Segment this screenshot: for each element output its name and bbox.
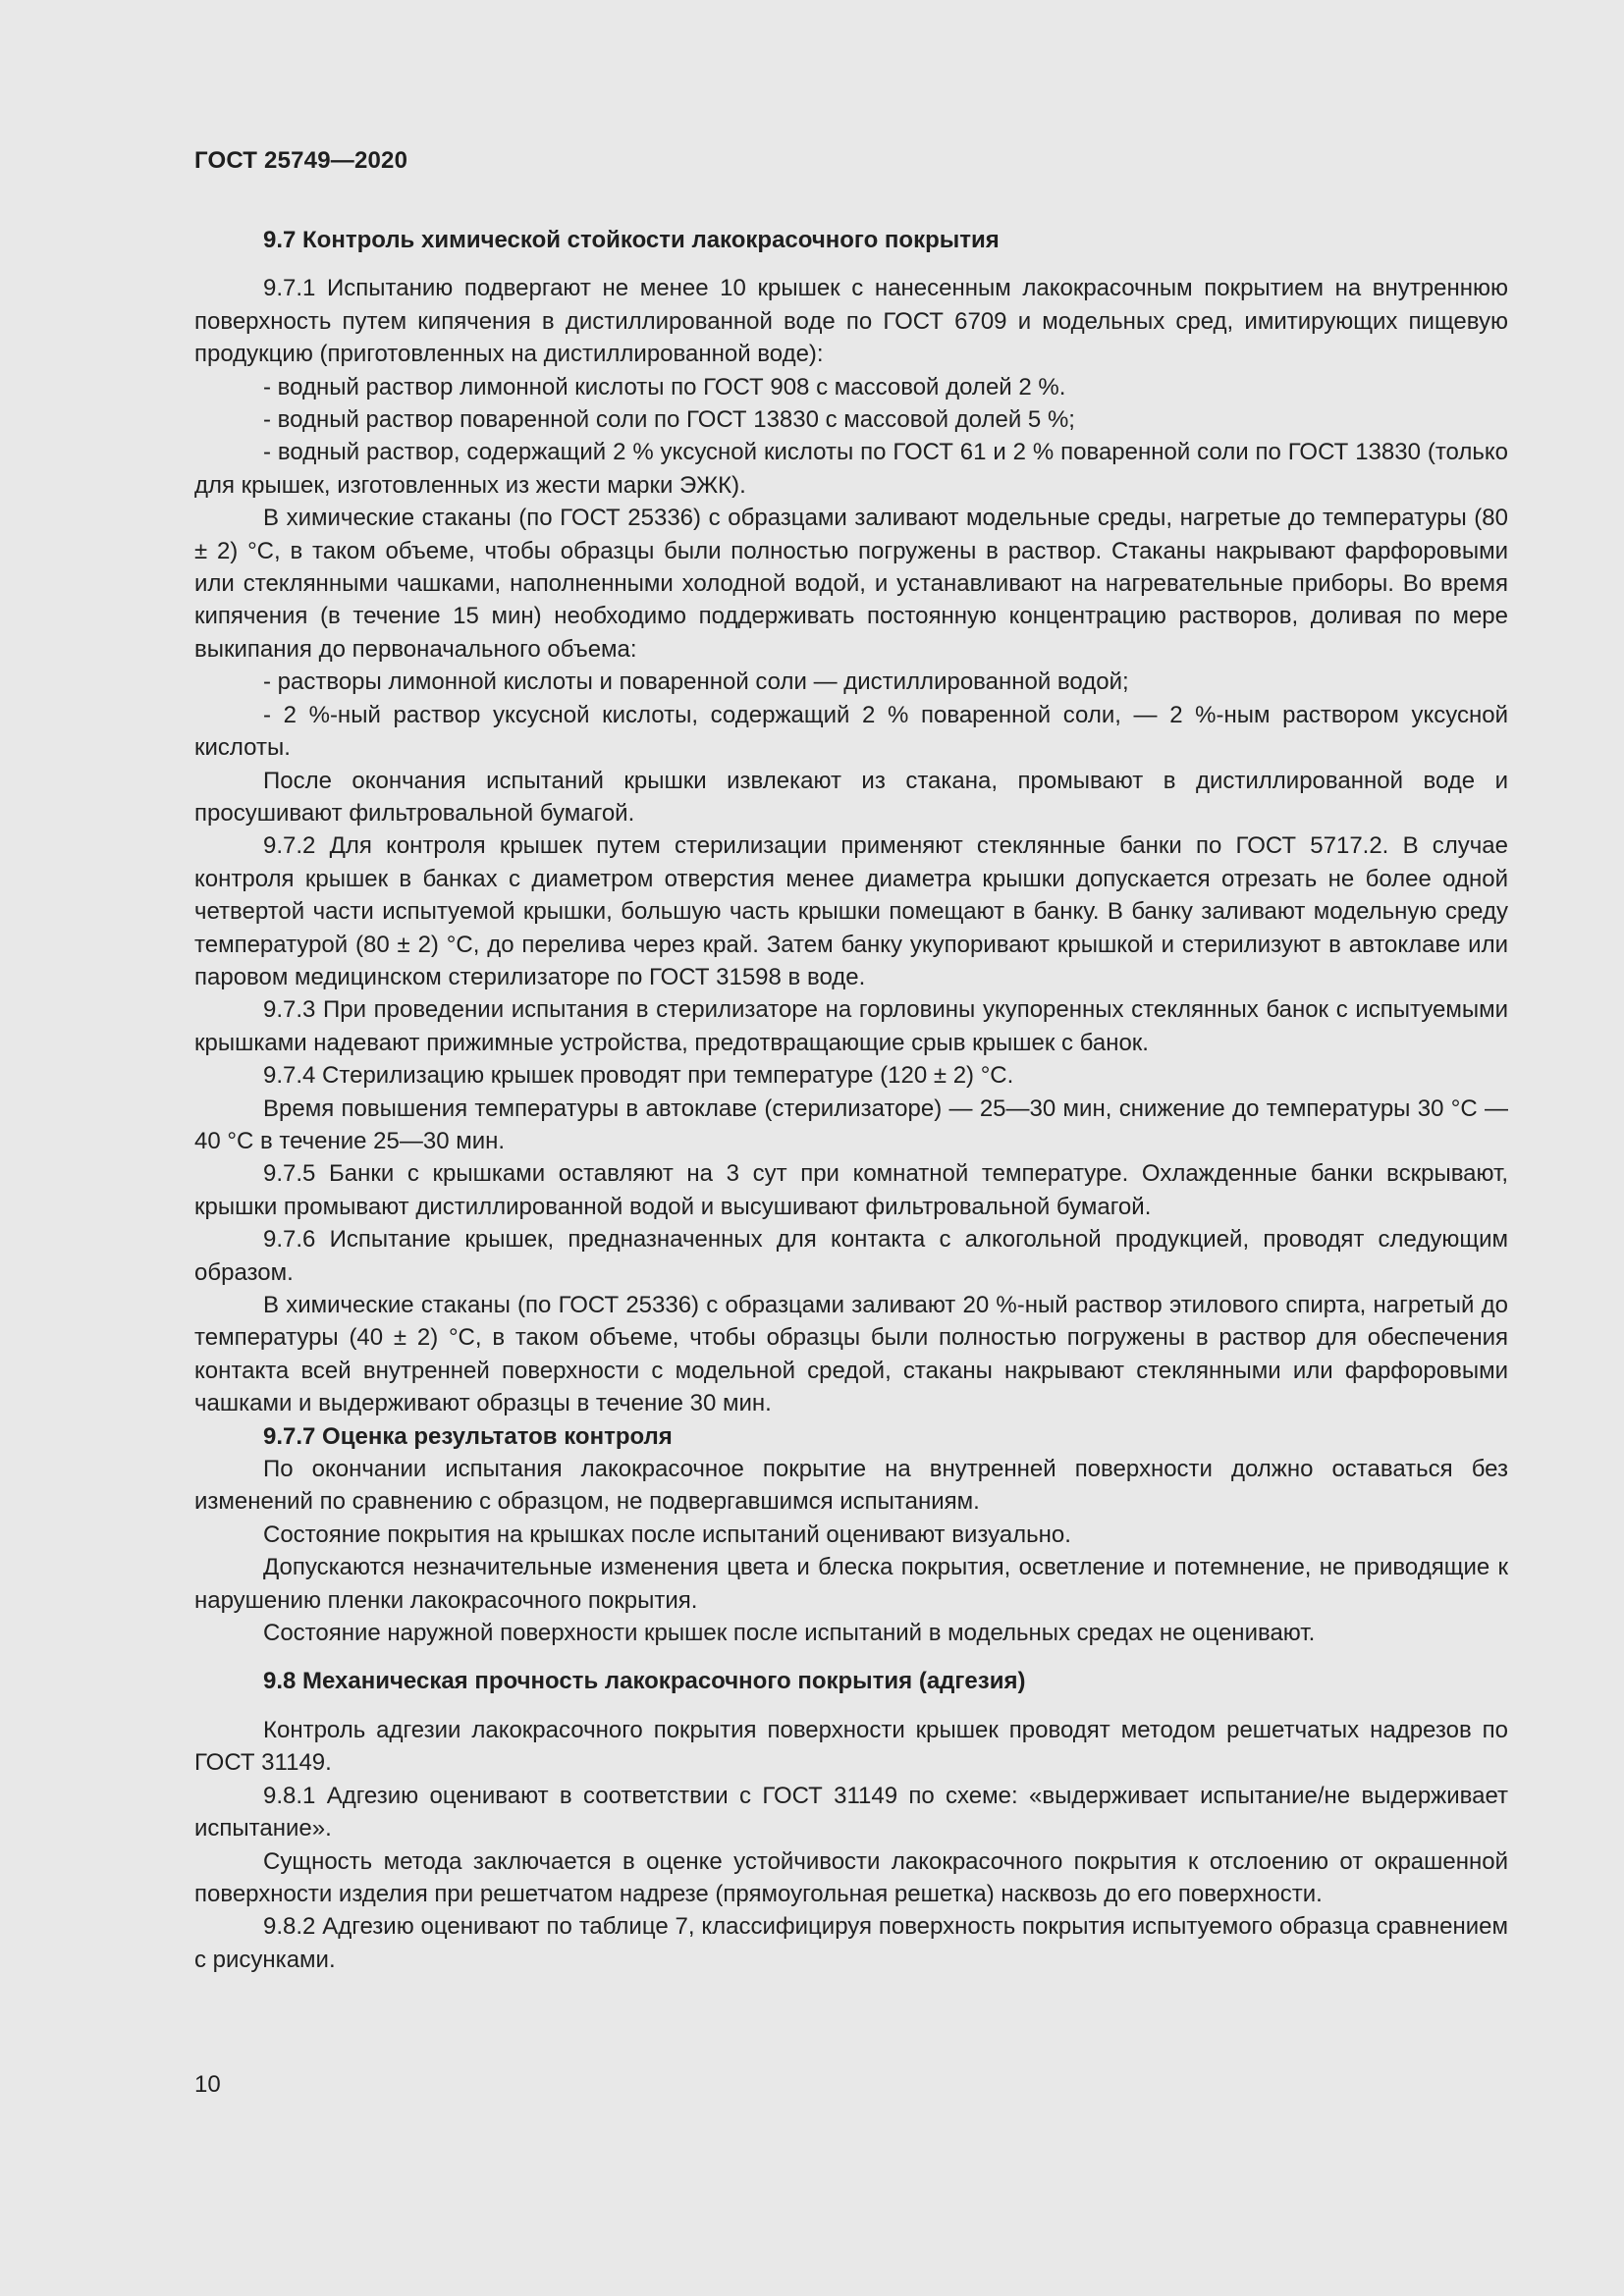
- paragraph: 9.7.3 При проведении испытания в стерилизаторе на горловины укупоренных стеклянных банок с испытуемыми крышками надевают прижимные устройства, предотвращающие срыв крышек с банок.: [194, 996, 1508, 1056]
- document-header: ГОСТ 25749—2020: [194, 147, 408, 174]
- list-item: - водный раствор лимонной кислоты по ГОСТ 908 с массовой долей 2 %.: [263, 373, 1066, 400]
- subsection-heading-9-7-7: 9.7.7 Оценка результатов контроля: [263, 1422, 673, 1450]
- section-heading-9-7: 9.7 Контроль химической стойкости лакокрасочного покрытия: [263, 227, 1000, 253]
- paragraph: 9.8.2 Адгезию оценивают по таблице 7, классифицируя поверхность покрытия испытуемого образца сравнением с рисунками.: [194, 1913, 1508, 1973]
- list-item: - 2 %-ный раствор уксусной кислоты, содержащий 2 % поваренной соли, — 2 %-ным раствором уксусной кислоты.: [194, 701, 1508, 762]
- paragraph: 9.7.1 Испытанию подвергают не менее 10 крышек с нанесенным лакокрасочным покрытием на внутреннюю поверхность путем кипячения в дистиллированной воде по ГОСТ 6709 и модельных сред, имитирующих пищевую продукцию (приготовленных на дистиллированной воде):: [194, 275, 1508, 368]
- paragraph: 9.7.6 Испытание крышек, предназначенных для контакта с алкогольной продукцией, проводят следующим образом.: [194, 1226, 1508, 1286]
- section-heading-9-8: 9.8 Механическая прочность лакокрасочного покрытия (адгезия): [263, 1668, 1026, 1695]
- paragraph: 9.7.4 Стерилизацию крышек проводят при температуре (120 ± 2) °С.: [263, 1062, 1014, 1090]
- list-item: - растворы лимонной кислоты и поваренной соли — дистиллированной водой;: [263, 668, 1129, 696]
- paragraph: Состояние покрытия на крышках после испытаний оценивают визуально.: [263, 1521, 1071, 1548]
- paragraph: Время повышения температуры в автоклаве (стерилизаторе) — 25—30 мин, снижение до температуры 30 °С — 40 °С в течение 25—30 мин.: [194, 1095, 1508, 1154]
- document-page: [194, 0, 1508, 2296]
- paragraph: 9.7.5 Банки с крышками оставляют на 3 сут при комнатной температуре. Охлажденные банки вскрывают, крышки промывают дистиллированной водой и высушивают фильтровальной бумагой.: [194, 1160, 1508, 1220]
- paragraph: В химические стаканы (по ГОСТ 25336) с образцами заливают 20 %-ный раствор этилового спирта, нагретый до температуры (40 ± 2) °С, в таком объеме, чтобы образцы были полностью погружены в раствор для обеспечения контакта всей внутренней поверхности с модельной средой, стаканы накрывают стеклянными или фарфоровыми чашками и выдерживают образцы в течение 30 мин.: [194, 1292, 1508, 1417]
- list-item: - водный раствор, содержащий 2 % уксусной кислоты по ГОСТ 61 и 2 % поваренной соли по ГОСТ 13830 (только для крышек, изготовленных из жести марки ЭЖК).: [194, 439, 1508, 499]
- paragraph: Состояние наружной поверхности крышек после испытаний в модельных средах не оценивают.: [263, 1620, 1316, 1647]
- paragraph: После окончания испытаний крышки извлекают из стакана, промывают в дистиллированной воде и просушивают фильтровальной бумагой.: [194, 767, 1508, 827]
- paragraph: 9.7.2 Для контроля крышек путем стерилизации применяют стеклянные банки по ГОСТ 5717.2. В случае контроля крышек в банках с диаметром отверстия менее диаметра крышки допускается отрезать не более одной четвертой части испытуемой крышки, большую часть крышки помещают в банку. В банку заливают модельную среду температурой (80 ± 2) °С, до перелива через край. Затем банку укупоривают крышкой и стерилизуют в автоклаве или паровом медицинском стерилизаторе по ГОСТ 31598 в воде.: [194, 832, 1508, 990]
- paragraph: По окончании испытания лакокрасочное покрытие на внутренней поверхности должно оставаться без изменений по сравнению с образцом, не подвергавшимся испытаниям.: [194, 1456, 1508, 1516]
- page-number: 10: [194, 2071, 221, 2098]
- list-item: - водный раствор поваренной соли по ГОСТ 13830 с массовой долей 5 %;: [263, 406, 1075, 434]
- paragraph: Допускаются незначительные изменения цвета и блеска покрытия, осветление и потемнение, не приводящие к нарушению пленки лакокрасочного покрытия.: [194, 1554, 1508, 1614]
- document-body: [194, 224, 1508, 1976]
- paragraph: Сущность метода заключается в оценке устойчивости лакокрасочного покрытия к отслоению от окрашенной поверхности изделия при решетчатом надрезе (прямоугольная решетка) насквозь до его поверхности.: [194, 1847, 1508, 1907]
- paragraph: 9.8.1 Адгезию оценивают в соответствии с ГОСТ 31149 по схеме: «выдерживает испытание/не выдерживает испытание».: [194, 1782, 1508, 1842]
- paragraph: Контроль адгезии лакокрасочного покрытия поверхности крышек проводят методом решетчатых надрезов по ГОСТ 31149.: [194, 1716, 1508, 1777]
- paragraph: В химические стаканы (по ГОСТ 25336) с образцами заливают модельные среды, нагретые до температуры (80 ± 2) °С, в таком объеме, чтобы образцы были полностью погружены в раствор. Стаканы накрывают фарфоровыми или стеклянными чашками, наполненными холодной водой, и устанавливают на нагревательные приборы. Во время кипячения (в течение 15 мин) необходимо поддерживать постоянную концентрацию растворов, доливая по мере выкипания до первоначального объема:: [194, 505, 1508, 663]
